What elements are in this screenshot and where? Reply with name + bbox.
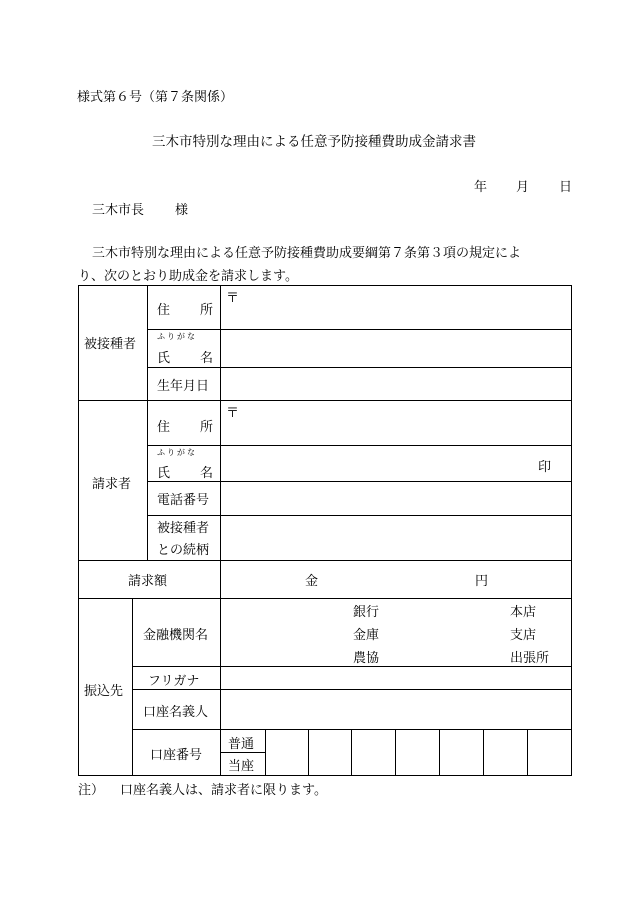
branch-type-office: 出張所 [510,651,550,666]
claimant-phone-label: 電話番号 [157,493,210,508]
vaccinee-group-label: 被接種者 [84,337,137,352]
branch-type-branch: 支店 [510,628,537,643]
vaccinee-name-field[interactable] [224,332,568,364]
kana-label: フリガナ [148,674,200,689]
amount-label: 請求額 [128,574,168,589]
addressee-suffix: 様 [175,203,189,218]
account-type-current[interactable]: 当座 [228,759,255,774]
account-digit-cell[interactable] [267,731,307,774]
claimant-name-label-b: 名 [200,466,214,481]
date-day: 日 [559,180,573,195]
vaccinee-birthdate-field[interactable] [224,370,568,397]
vaccinee-address-label-a: 住 [157,303,171,318]
account-digit-cell[interactable] [353,731,394,774]
form-number: 様式第６号（第７条関係） [77,90,234,105]
intro-line-2: り、次のとおり助成金を請求します。 [78,269,298,284]
amount-field[interactable] [324,564,470,594]
account-digit-cell[interactable] [397,731,438,774]
claimant-address-label-a: 住 [157,420,171,435]
account-digit-cell[interactable] [529,731,570,774]
account-number-label: 口座番号 [150,748,203,763]
claimant-furigana-label: ふりがな [157,448,197,457]
claimant-relation-field[interactable] [224,518,568,557]
kana-field[interactable] [224,668,568,687]
note-prefix: 注） [78,783,105,798]
vaccinee-furigana-label: ふりがな [157,332,197,341]
bank-type-nokyo: 農協 [353,651,380,666]
vaccinee-address-field[interactable] [240,290,565,324]
vaccinee-postal-mark: 〒 [226,291,240,306]
claimant-address-field[interactable] [240,405,565,441]
transfer-group-label: 振込先 [84,684,124,699]
claimant-postal-mark: 〒 [226,406,240,421]
amount-suffix: 円 [475,574,489,589]
seal-mark: 印 [538,460,552,475]
addressee: 三木市長 [92,203,145,218]
document-title: 三木市特別な理由による任意予防接種費助成金請求書 [152,134,476,150]
account-holder-label: 口座名義人 [143,705,209,720]
note-text: 口座名義人は、請求者に限ります。 [120,783,327,798]
claimant-group-label: 請求者 [92,477,132,492]
claimant-name-label-a: 氏 [157,466,171,481]
claimant-relation-label-1: 被接種者 [157,521,210,536]
account-digit-cell[interactable] [485,731,526,774]
bank-name-field[interactable] [224,601,349,663]
date-year: 年 [474,180,488,195]
claimant-name-field[interactable] [224,448,529,478]
claimant-address-label-b: 所 [200,420,214,435]
vaccinee-name-label-a: 氏 [157,351,171,366]
amount-prefix: 金 [305,574,319,589]
vaccinee-address-label-b: 所 [200,303,214,318]
branch-name-field[interactable] [388,601,506,663]
account-digit-cell[interactable] [441,731,482,774]
date-month: 月 [516,180,530,195]
claimant-relation-label-2: との続柄 [157,543,210,558]
claimant-phone-field[interactable] [224,484,568,512]
intro-line-1: 三木市特別な理由による任意予防接種費助成要綱第７条第３項の規定によ [92,246,522,261]
bank-type-bank: 銀行 [353,605,380,620]
branch-type-main: 本店 [510,605,537,620]
vaccinee-birthdate-label: 生年月日 [157,379,210,394]
bank-type-shinkin: 金庫 [353,628,380,643]
account-digit-cell[interactable] [310,731,350,774]
account-type-ordinary[interactable]: 普通 [228,737,255,752]
vaccinee-name-label-b: 名 [200,351,214,366]
bank-name-label: 金融機関名 [143,628,209,643]
account-holder-field[interactable] [224,692,568,726]
